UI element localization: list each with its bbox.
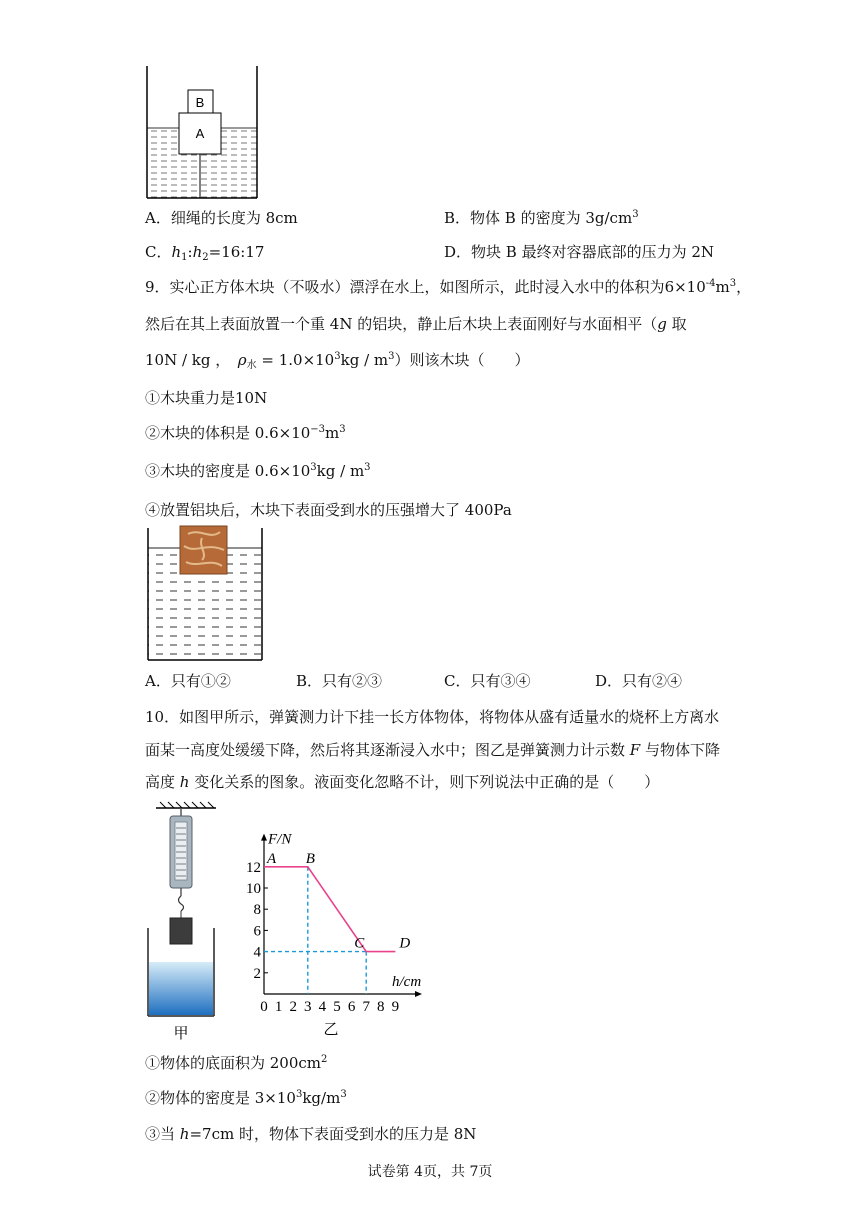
q9-line1-text: 9．实心正方体木块（不吸水）漂浮在水上，如图所示，此时浸入水中的体积为 [145,278,665,296]
page-footer: 试卷第 4页，共 7页 [367,1164,493,1180]
q9-line3 [145,350,530,370]
q9-line3-unit-exp: 3 [388,351,395,362]
q10-s2-unit: kg/m [302,1089,341,1107]
q10-line3 [145,772,659,792]
q10-s2-unit-exp: 3 [340,1089,347,1100]
x-tick-label: 6 [347,999,356,1015]
q9-s2-text: ②木块的体积是 0.6×10 [145,424,311,442]
q9-line2 [145,314,687,334]
point-label: D [399,935,411,952]
y-tick-label: 6 [253,923,261,940]
q9-line3-unit: kg / m [340,351,389,369]
q9-statement-2 [145,423,346,443]
point-label: B [305,850,315,867]
q8-option-b-sup: 3 [632,209,639,220]
q8-option-c-h2: h [192,243,203,261]
y-tick-label: 10 [246,881,261,897]
q9-line2-text: 然后在其上表面放置一个重 4N 的铝块，静止后木块上表面刚好与水面相平（ [145,315,658,333]
q9-option-b: B．只有②③ [296,672,383,690]
q10-line3-h: h [179,773,190,791]
q8-option-c-sub2: 2 [202,252,209,263]
q9-line1-val: 6×10 [664,278,706,296]
point-label: C [354,935,365,952]
q10-s2-text: ②物体的密度是 3×10 [145,1089,296,1107]
q9-option-d: D．只有②④ [595,672,683,690]
x-tick-label: 2 [289,999,297,1015]
block-b-label: B [195,95,205,110]
q9-s3-unit-exp: 3 [364,462,371,473]
q9-line3-tail: ）则该木块（ ） [394,351,530,369]
point-label: A [267,850,277,867]
q9-statement-3 [145,461,371,481]
x-tick-label: 8 [377,999,385,1015]
x-tick-label: 1 [274,999,283,1015]
q9-s3-unit: kg / m [316,462,365,480]
fig-jia-label: 甲 [173,1024,189,1042]
q10-line2-text: 面某一高度处缓缓下降，然后将其逐渐浸入水中；图乙是弹簧测力计示数 [145,741,630,759]
q9-line1 [145,277,751,297]
block-a-label: A [195,126,205,141]
q9-s3-text: ③木块的密度是 0.6×10 [145,462,311,480]
q8-option-c-sub1: 1 [181,252,188,263]
q8-option-c-h1: h [171,243,182,261]
q9-line3-exp: 3 [334,351,341,362]
q8-option-c-prefix: C． [145,243,172,261]
q9-statement-4: ④放置铝块后，木块下表面受到水的压强增大了 400Pa [145,501,512,519]
q9-s3-exp: 3 [310,462,317,473]
q8-option-d: D．物块 B 最终对容器底部的压力为 2N [444,243,715,261]
y-tick-label: 12 [246,859,261,876]
q10-s2-exp: 3 [295,1089,303,1100]
q10-s3-suffix: =7cm 时，物体下表面受到水的压力是 8N [189,1125,477,1143]
q9-option-c: C．只有③④ [444,672,531,690]
q9-line3-a: 10N / kg ， [145,351,223,369]
x-tick-label: 3 [304,999,312,1015]
x-tick-label: 5 [333,999,341,1015]
q9-s2-exp: −3 [310,424,326,435]
q10-statement-2 [145,1088,347,1108]
q8-option-c [145,242,264,262]
q9-s2-unit: m [325,424,340,442]
q9-s2-unit-exp: 3 [339,424,346,435]
q9-line1-end: ， [736,278,752,296]
q9-line1-unit-exp: 3 [729,278,737,289]
x-axis-label: h/cm [392,974,422,990]
y-axis-arrow [261,834,267,841]
q9-line2-g: g [657,315,667,333]
q10-s3-text: ③当 [145,1125,180,1143]
q10-line2-suffix: 与物体下降 [640,741,720,759]
q10-line2-F: F [629,741,641,759]
q9-line2-take: 取 [666,315,687,333]
q9-line3-sub: 水 [246,360,257,371]
fig-yi-label: 乙 [323,1020,339,1036]
q10-s1-text: ①物体的底面积为 200cm [145,1054,322,1072]
q10-s1-exp: 2 [321,1054,328,1065]
q10-line3-text: 高度 [145,773,180,791]
q8-option-a: A．细绳的长度为 8cm [145,209,298,227]
q9-option-a: A．只有①② [145,672,231,690]
q9-figure [140,524,268,664]
q8-option-b [444,208,639,228]
q10-s3-h: h [179,1125,190,1143]
y-axis-label: F/N [268,831,292,848]
q10-line1: 10．如图甲所示，弹簧测力计下挂一长方体物体，将物体从盛有适量水的烧杯上方离水 [145,708,720,726]
y-tick-label: 8 [253,902,261,919]
q10-line2 [145,740,720,760]
x-tick-label: 9 [391,999,400,1015]
x-tick-label: 0 [260,999,268,1015]
series-line [264,867,395,952]
q10-line3-suffix: 变化关系的图象。液面变化忽略不计，则下列说法中正确的是（ ） [189,773,660,791]
y-tick-label: 2 [253,965,261,982]
q10-statement-1 [145,1053,327,1073]
q10-figure-jia [140,800,230,1045]
x-tick-label: 7 [362,999,370,1015]
q8-option-c-colon: : [187,243,193,261]
q8-option-c-tail: =16:17 [208,243,265,261]
q9-line3-rho: ρ [237,351,247,369]
q9-line3-eq: = 1.0×10 [256,351,335,369]
q9-line1-unit: m [715,278,730,296]
q8-figure [140,62,265,200]
q8-option-b-text: B．物体 B 的密度为 3g/cm [444,209,633,227]
q9-line1-exp: -4 [705,278,716,289]
q10-figure-yi-chart [236,806,450,1036]
x-tick-label: 4 [318,999,327,1015]
y-tick-label: 4 [253,944,261,961]
q10-statement-3 [145,1124,476,1144]
x-axis-arrow [415,991,422,997]
q9-statement-1: ①木块重力是10N [145,389,268,407]
